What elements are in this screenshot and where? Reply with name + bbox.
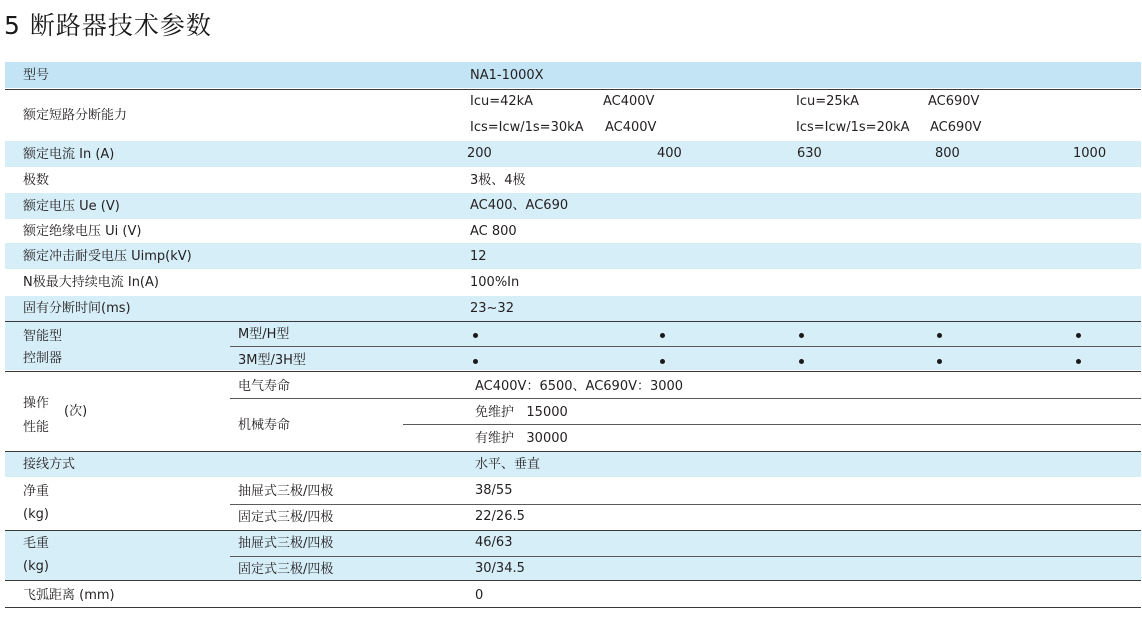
gross-fixed-value: 30/34.5 [475, 561, 525, 576]
gross-drawout-value: 46/63 [475, 535, 513, 550]
rule [5, 371, 1141, 372]
gross-fixed-label: 固定式三极/四极 [238, 562, 334, 577]
ics-400: Ics=Icw/1s=30kA [470, 120, 584, 135]
npole-value: 100%In [470, 275, 520, 290]
gross-weight-label: (kg) [23, 559, 49, 574]
operation-label: 性能 [23, 420, 50, 435]
controller-type: M型/H型 [238, 327, 290, 342]
current-value: 1000 [1073, 146, 1107, 161]
rule [230, 346, 1141, 347]
band-wiring [5, 451, 1141, 477]
poles-value: 3极、4极 [470, 173, 526, 188]
net-fixed-value: 22/26.5 [475, 509, 525, 524]
insulation-label: 额定绝缘电压 Ui (V) [23, 224, 142, 239]
current-value: 800 [935, 146, 960, 161]
rule [5, 607, 1141, 608]
net-fixed-label: 固定式三极/四极 [238, 510, 334, 525]
band-break-time [5, 296, 1141, 322]
arc-value: 0 [475, 588, 484, 603]
ics-690: Ics=Icw/1s=20kA [796, 120, 910, 135]
mechanical-life-label: 机械寿命 [238, 418, 291, 433]
npole-label: N极最大持续电流 In(A) [23, 275, 159, 290]
controller-type: 3M型/3H型 [238, 353, 306, 368]
current-value: 400 [657, 146, 682, 161]
supported-mark [937, 333, 942, 338]
current-label: 额定电流 In (A) [23, 147, 115, 162]
ics-400-voltage: AC400V [605, 120, 657, 135]
supported-mark [799, 359, 804, 364]
rule [230, 398, 1141, 399]
supported-mark [1076, 359, 1081, 364]
impulse-label: 额定冲击耐受电压 Uimp(kV) [23, 249, 192, 264]
rule [5, 451, 1141, 452]
controller-label: 控制器 [23, 351, 63, 366]
wiring-value: 水平、垂直 [475, 457, 541, 472]
insulation-value: AC 800 [470, 224, 517, 239]
supported-mark [799, 333, 804, 338]
voltage-value: AC400、AC690 [470, 198, 569, 213]
mechanical-life-maint: 有维护 30000 [475, 431, 568, 446]
model-value: NA1-1000X [470, 68, 544, 83]
rule [5, 530, 1141, 531]
operation-label: 操作 [23, 396, 50, 411]
header-band [5, 62, 1141, 88]
rule [5, 89, 1141, 90]
breaking-label: 额定短路分断能力 [23, 108, 128, 123]
icu-400: Icu=42kA [470, 94, 534, 109]
ics-690-voltage: AC690V [930, 120, 982, 135]
page-title: 5 断路器技术参数 [4, 11, 212, 40]
supported-mark [937, 359, 942, 364]
gross-drawout-label: 抽屉式三极/四极 [238, 536, 334, 551]
supported-mark [660, 333, 665, 338]
icu-690-voltage: AC690V [928, 94, 980, 109]
gross-weight-label: 毛重 [23, 536, 50, 551]
rule [403, 424, 1141, 425]
band-current [5, 141, 1141, 167]
rule [230, 556, 1141, 557]
supported-mark [1076, 333, 1081, 338]
mechanical-life-free: 免维护 15000 [475, 405, 568, 420]
operation-unit: (次) [64, 404, 88, 419]
break-time-value: 23~32 [470, 301, 514, 316]
supported-mark [473, 359, 478, 364]
rule [5, 580, 1141, 581]
supported-mark [473, 333, 478, 338]
supported-mark [660, 359, 665, 364]
break-time-label: 固有分断时间(ms) [23, 301, 131, 316]
icu-690: Icu=25kA [796, 94, 860, 109]
impulse-value: 12 [470, 249, 487, 264]
net-weight-label: (kg) [23, 507, 49, 522]
band-voltage [5, 193, 1141, 219]
rule [230, 504, 1141, 505]
current-value: 630 [797, 146, 822, 161]
rule [5, 321, 1141, 322]
net-weight-label: 净重 [23, 484, 50, 499]
net-drawout-label: 抽屉式三极/四极 [238, 484, 334, 499]
controller-label: 智能型 [23, 329, 63, 344]
electrical-life-label: 电气寿命 [238, 379, 291, 394]
net-drawout-value: 38/55 [475, 483, 513, 498]
voltage-label: 额定电压 Ue (V) [23, 199, 120, 214]
icu-400-voltage: AC400V [603, 94, 655, 109]
arc-label: 飞弧距离 (mm) [23, 588, 115, 603]
current-value: 200 [467, 146, 492, 161]
model-label: 型号 [23, 68, 50, 83]
wiring-label: 接线方式 [23, 457, 76, 472]
poles-label: 极数 [23, 173, 50, 188]
electrical-life-value: AC400V：6500、AC690V：3000 [475, 379, 684, 394]
band-gross-weight [5, 530, 1141, 580]
